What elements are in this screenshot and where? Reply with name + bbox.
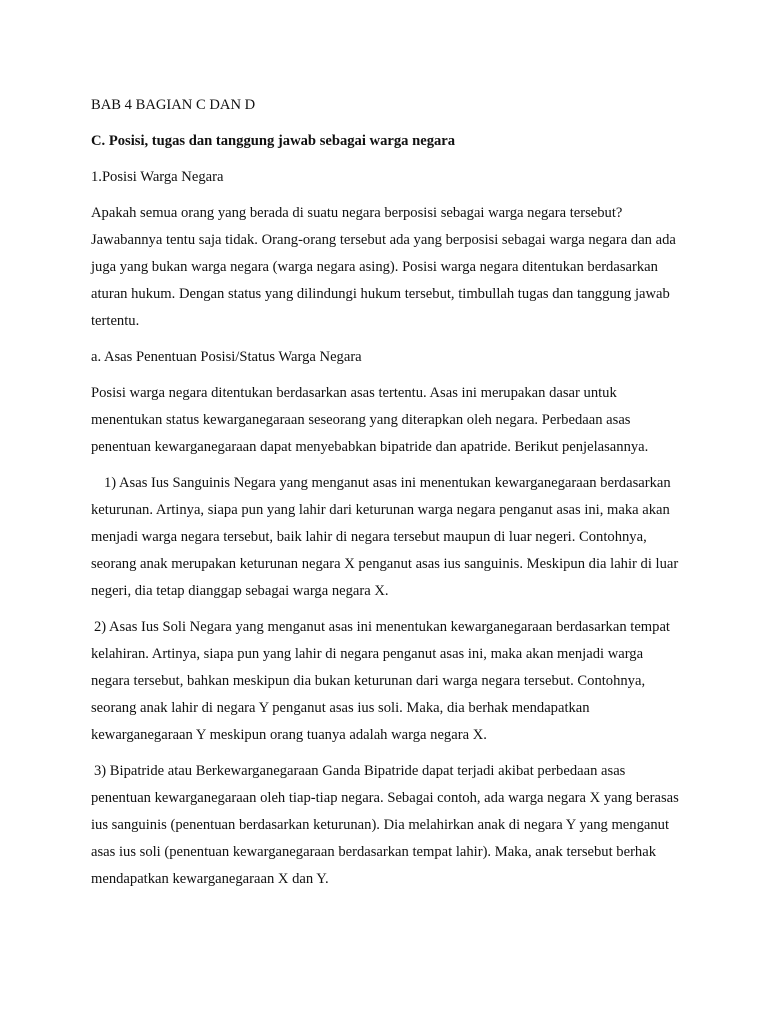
document-title: BAB 4 BAGIAN C DAN D xyxy=(91,97,256,113)
section-heading: C. Posisi, tugas dan tanggung jawab sebagai warga negara xyxy=(91,133,456,149)
subheading-posisi-warga-negara: 1.Posisi Warga Negara xyxy=(91,169,224,185)
document-body xyxy=(91,92,681,902)
list-item-ius-sanguinis: 1) Asas Ius Sanguinis Negara yang menganut asas ini menentukan kewarganegaraan berdasarkan keturunan. Artinya, siapa pun yang lahir dari keturunan warga negara penganut asas ini, maka akan menjadi warga negara tersebut, baik lahir di negara tersebut maupun di luar negeri. Contohnya, seorang anak merupakan keturunan negara X penganut asas ius sanguinis. Meskipun dia lahir di luar negeri, dia tetap dianggap sebagai warga negara X. xyxy=(91,475,679,599)
paragraph-asas: Posisi warga negara ditentukan berdasarkan asas tertentu. Asas ini merupakan dasar untuk menentukan status kewarganegaraan seseorang yang diterapkan oleh negara. Perbedaan asas penentuan kewarganegaraan dapat menyebabkan bipatride dan apatride. Berikut penjelasannya. xyxy=(91,385,649,455)
paragraph-intro: Apakah semua orang yang berada di suatu negara berposisi sebagai warga negara tersebut? Jawabannya tentu saja tidak. Orang-orang tersebut ada yang berposisi sebagai warga negara dan ada juga yang bukan warga negara (warga negara asing). Posisi warga negara ditentukan berdasarkan aturan hukum. Dengan status yang dilindungi hukum tersebut, timbullah tugas dan tanggung jawab tertentu. xyxy=(91,205,676,329)
list-item-bipatride: 3) Bipatride atau Berkewarganegaraan Ganda Bipatride dapat terjadi akibat perbedaan asas penentuan kewarganegaraan oleh tiap-tiap negara. Sebagai contoh, ada warga negara X yang berasas ius sanguinis (penentuan berdasarkan keturunan). Dia melahirkan anak di negara Y yang menganut asas ius soli (penentuan kewarganegaraan berdasarkan tempat lahir). Maka, anak tersebut berhak mendapatkan kewarganegaraan X dan Y. xyxy=(91,763,679,887)
subheading-asas-penentuan: a. Asas Penentuan Posisi/Status Warga Negara xyxy=(91,349,362,365)
list-item-ius-soli: 2) Asas Ius Soli Negara yang menganut asas ini menentukan kewarganegaraan berdasarkan tempat kelahiran. Artinya, siapa pun yang lahir di negara penganut asas ini, maka akan menjadi warga negara tersebut, bahkan meskipun dia bukan keturunan dari warga negara tersebut. Contohnya, seorang anak lahir di negara Y penganut asas ius soli. Maka, dia berhak mendapatkan kewarganegaraan Y meskipun orang tuanya adalah warga negara X. xyxy=(91,619,670,743)
